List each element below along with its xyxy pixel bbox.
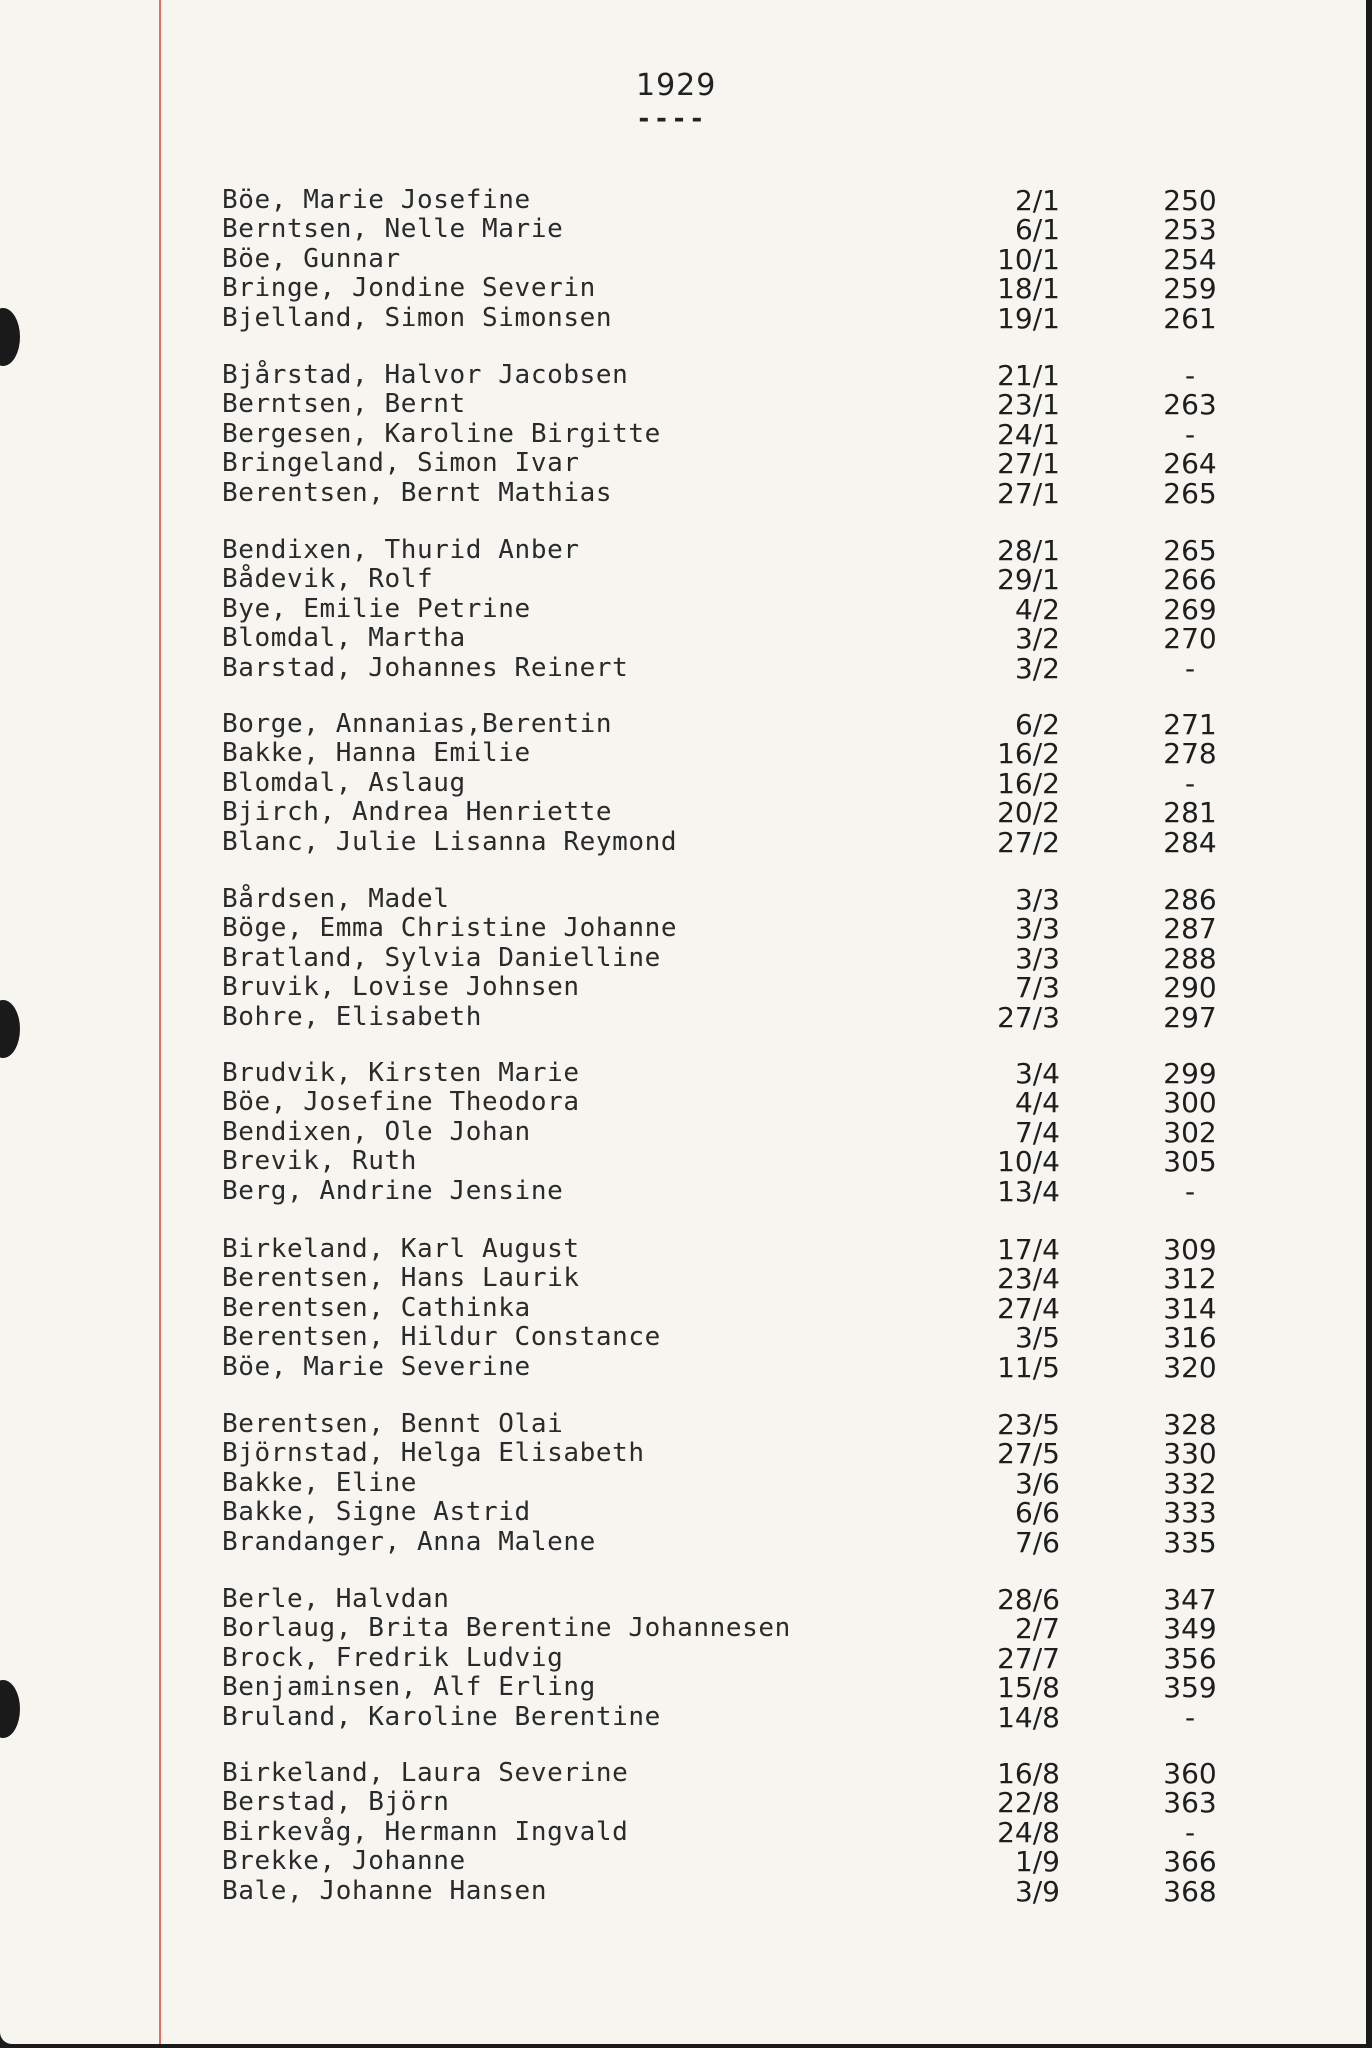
- entry-date: 3/3: [1014, 941, 1060, 975]
- entry-number: 271: [1163, 708, 1217, 741]
- entry-number: 263: [1163, 388, 1217, 422]
- entry-date: 2/7: [1014, 1612, 1060, 1646]
- entry-date: 23/5: [997, 1408, 1060, 1441]
- entry-name: Bruvik, Lovise Johnsen: [222, 972, 580, 1003]
- entry-date: 19/1: [997, 301, 1060, 335]
- entry-date: 3/2: [1014, 622, 1060, 656]
- page-title-year: 1929: [636, 68, 717, 103]
- entry-number: 287: [1163, 912, 1217, 946]
- entry-number: 328: [1163, 1408, 1217, 1441]
- entry-date: 15/8: [997, 1671, 1060, 1705]
- entry-date: 11/5: [997, 1350, 1060, 1384]
- entry-number: 266: [1163, 563, 1217, 597]
- entry-number: 270: [1163, 622, 1217, 656]
- entry-date: 7/6: [1014, 1525, 1060, 1559]
- entry-name: Birkeland, Laura Severine: [222, 1758, 629, 1788]
- entry-number: -: [1184, 1174, 1196, 1208]
- entry-name: Birkevåg, Hermann Ingvald: [222, 1816, 629, 1847]
- entry-date: 4/2: [1014, 592, 1060, 626]
- entry-date: 7/3: [1014, 971, 1060, 1005]
- punch-hole: [0, 308, 20, 366]
- entry-number: -: [1184, 651, 1196, 685]
- entry-name: Berg, Andrine Jensine: [222, 1175, 564, 1206]
- entry-name: Böe, Josefine Theodora: [222, 1087, 580, 1118]
- entry-number: -: [1184, 766, 1196, 800]
- entry-date: 27/7: [997, 1641, 1060, 1675]
- entry-number: 265: [1163, 534, 1217, 567]
- entry-name: Bohre, Elisabeth: [222, 1001, 483, 1032]
- entry-name: Björnstad, Helga Elisabeth: [222, 1438, 645, 1469]
- entry-date: 20/2: [997, 796, 1060, 830]
- entry-date: 17/4: [997, 1233, 1060, 1266]
- entry-date: 16/8: [997, 1757, 1060, 1790]
- entry-date: 3/4: [1014, 1057, 1060, 1090]
- entry-name: Brekke, Johanne: [222, 1846, 466, 1877]
- entry-name: Berntsen, Nelle Marie: [222, 214, 564, 245]
- entry-number: 288: [1163, 941, 1217, 975]
- entry-name: Bakke, Signe Astrid: [222, 1497, 531, 1528]
- entry-number: 284: [1163, 825, 1217, 859]
- entry-number: 259: [1163, 272, 1217, 306]
- entry-date: 23/4: [997, 1262, 1060, 1296]
- entry-name: Bendixen, Ole Johan: [222, 1116, 531, 1147]
- entry-name: Berentsen, Bernt Mathias: [222, 477, 613, 508]
- entry-name: Birkeland, Karl August: [222, 1234, 580, 1264]
- entry-date: 3/9: [1014, 1874, 1060, 1908]
- punch-hole: [0, 1680, 20, 1738]
- entry-name: Brock, Fredrik Ludvig: [222, 1642, 564, 1673]
- entry-name: Berstad, Björn: [222, 1787, 450, 1818]
- entry-name: Brandanger, Anna Malene: [222, 1526, 596, 1557]
- entry-number: -: [1184, 417, 1196, 451]
- entry-number: -: [1184, 1815, 1196, 1849]
- entry-number: 300: [1163, 1086, 1217, 1120]
- entry-number: -: [1184, 1700, 1196, 1734]
- entry-name: Böe, Marie Severine: [222, 1351, 531, 1382]
- entry-number: 286: [1163, 883, 1217, 916]
- entry-name: Brevik, Ruth: [222, 1146, 418, 1177]
- entry-name: Bårdsen, Madel: [222, 884, 450, 914]
- entry-date: 10/1: [997, 242, 1060, 276]
- entry-number: 302: [1163, 1115, 1217, 1149]
- entry-date: 24/1: [997, 417, 1060, 451]
- entry-date: 3/5: [1014, 1321, 1060, 1355]
- entry-date: 10/4: [997, 1145, 1060, 1179]
- entry-name: Böge, Emma Christine Johanne: [222, 913, 678, 944]
- entry-date: 3/3: [1014, 883, 1060, 916]
- entry-number: 254: [1163, 242, 1217, 276]
- entry-name: Brudvik, Kirsten Marie: [222, 1058, 580, 1088]
- entry-number: 314: [1163, 1291, 1217, 1325]
- entry-name: Bådevik, Rolf: [222, 564, 434, 595]
- entry-date: 27/3: [997, 1000, 1060, 1034]
- entry-number: 297: [1163, 1000, 1217, 1034]
- entry-name: Bringeland, Simon Ivar: [222, 448, 580, 479]
- entry-number: 253: [1163, 213, 1217, 247]
- entry-name: Bendixen, Thurid Anber: [222, 535, 580, 565]
- entry-number: 316: [1163, 1321, 1217, 1355]
- entry-number: 290: [1163, 971, 1217, 1005]
- entry-date: 3/6: [1014, 1466, 1060, 1500]
- entry-number: -: [1184, 359, 1196, 392]
- entry-date: 27/1: [997, 476, 1060, 510]
- entry-number: 335: [1163, 1525, 1217, 1559]
- entry-number: 320: [1163, 1350, 1217, 1384]
- entry-name: Bakke, Hanna Emilie: [222, 738, 531, 769]
- entry-date: 27/5: [997, 1437, 1060, 1471]
- entry-date: 18/1: [997, 272, 1060, 306]
- entry-date: 7/4: [1014, 1115, 1060, 1149]
- entry-number: 363: [1163, 1786, 1217, 1820]
- entry-name: Bruland, Karoline Berentine: [222, 1701, 661, 1732]
- entry-name: Böe, Marie Josefine: [222, 185, 531, 215]
- entry-date: 23/1: [997, 388, 1060, 422]
- entry-date: 27/2: [997, 825, 1060, 859]
- entry-date: 16/2: [997, 737, 1060, 771]
- entry-name: Bratland, Sylvia Danielline: [222, 942, 661, 973]
- entry-date: 16/2: [997, 766, 1060, 800]
- punch-hole: [0, 1000, 20, 1058]
- entry-date: 14/8: [997, 1700, 1060, 1734]
- entry-name: Borlaug, Brita Berentine Johannesen: [222, 1613, 791, 1644]
- margin-line: [159, 0, 161, 2044]
- entry-name: Bergesen, Karoline Birgitte: [222, 418, 661, 449]
- entry-name: Blomdal, Martha: [222, 623, 466, 654]
- entry-name: Berle, Halvdan: [222, 1584, 450, 1614]
- entry-number: 332: [1163, 1466, 1217, 1500]
- entry-number: 305: [1163, 1145, 1217, 1179]
- entry-number: 281: [1163, 796, 1217, 830]
- entry-number: 264: [1163, 447, 1217, 481]
- entry-number: 359: [1163, 1671, 1217, 1705]
- entry-date: 27/4: [997, 1291, 1060, 1325]
- entry-date: 22/8: [997, 1786, 1060, 1820]
- entry-date: 27/1: [997, 447, 1060, 481]
- entry-name: Berentsen, Bennt Olai: [222, 1409, 564, 1439]
- entry-number: 333: [1163, 1496, 1217, 1530]
- entry-date: 6/6: [1014, 1496, 1060, 1530]
- entry-date: 21/1: [997, 359, 1060, 392]
- entry-number: 356: [1163, 1641, 1217, 1675]
- entry-number: 309: [1163, 1233, 1217, 1266]
- entry-date: 1/9: [1014, 1845, 1060, 1879]
- entry-name: Böe, Gunnar: [222, 243, 401, 274]
- entry-name: Bringe, Jondine Severin: [222, 273, 596, 304]
- entry-number: 330: [1163, 1437, 1217, 1471]
- entry-date: 28/6: [997, 1583, 1060, 1616]
- title-underline: ----: [636, 104, 707, 134]
- entry-date: 3/3: [1014, 912, 1060, 946]
- entry-number: 299: [1163, 1057, 1217, 1090]
- entry-name: Berntsen, Bernt: [222, 389, 466, 420]
- entry-date: 29/1: [997, 563, 1060, 597]
- entry-number: 269: [1163, 592, 1217, 626]
- entry-date: 13/4: [997, 1174, 1060, 1208]
- entry-name: Bakke, Eline: [222, 1467, 418, 1498]
- entry-number: 278: [1163, 737, 1217, 771]
- entry-date: 2/1: [1014, 184, 1060, 217]
- entry-number: 347: [1163, 1583, 1217, 1616]
- entry-date: 6/2: [1014, 708, 1060, 741]
- entry-date: 6/1: [1014, 213, 1060, 247]
- entry-name: Bjelland, Simon Simonsen: [222, 302, 613, 333]
- entry-number: 312: [1163, 1262, 1217, 1296]
- entry-name: Blomdal, Aslaug: [222, 767, 466, 798]
- entry-date: 24/8: [997, 1815, 1060, 1849]
- entry-number: 360: [1163, 1757, 1217, 1790]
- entry-name: Barstad, Johannes Reinert: [222, 652, 629, 683]
- entry-name: Bale, Johanne Hansen: [222, 1875, 548, 1906]
- entry-name: Benjaminsen, Alf Erling: [222, 1672, 596, 1703]
- entry-number: 265: [1163, 476, 1217, 510]
- entry-number: 261: [1163, 301, 1217, 335]
- entry-number: 250: [1163, 184, 1217, 217]
- entry-date: 28/1: [997, 534, 1060, 567]
- entry-name: Berentsen, Hildur Constance: [222, 1322, 661, 1353]
- entry-name: Bjårstad, Halvor Jacobsen: [222, 360, 629, 390]
- entry-number: 368: [1163, 1874, 1217, 1908]
- entry-name: Borge, Annanias,Berentin: [222, 709, 613, 739]
- entry-name: Bjirch, Andrea Henriette: [222, 797, 613, 828]
- entry-date: 4/4: [1014, 1086, 1060, 1120]
- entry-name: Berentsen, Cathinka: [222, 1292, 531, 1323]
- entry-name: Blanc, Julie Lisanna Reymond: [222, 826, 678, 857]
- entry-name: Bye, Emilie Petrine: [222, 593, 531, 624]
- entry-number: 349: [1163, 1612, 1217, 1646]
- entry-name: Berentsen, Hans Laurik: [222, 1263, 580, 1294]
- entry-number: 366: [1163, 1845, 1217, 1879]
- entry-date: 3/2: [1014, 651, 1060, 685]
